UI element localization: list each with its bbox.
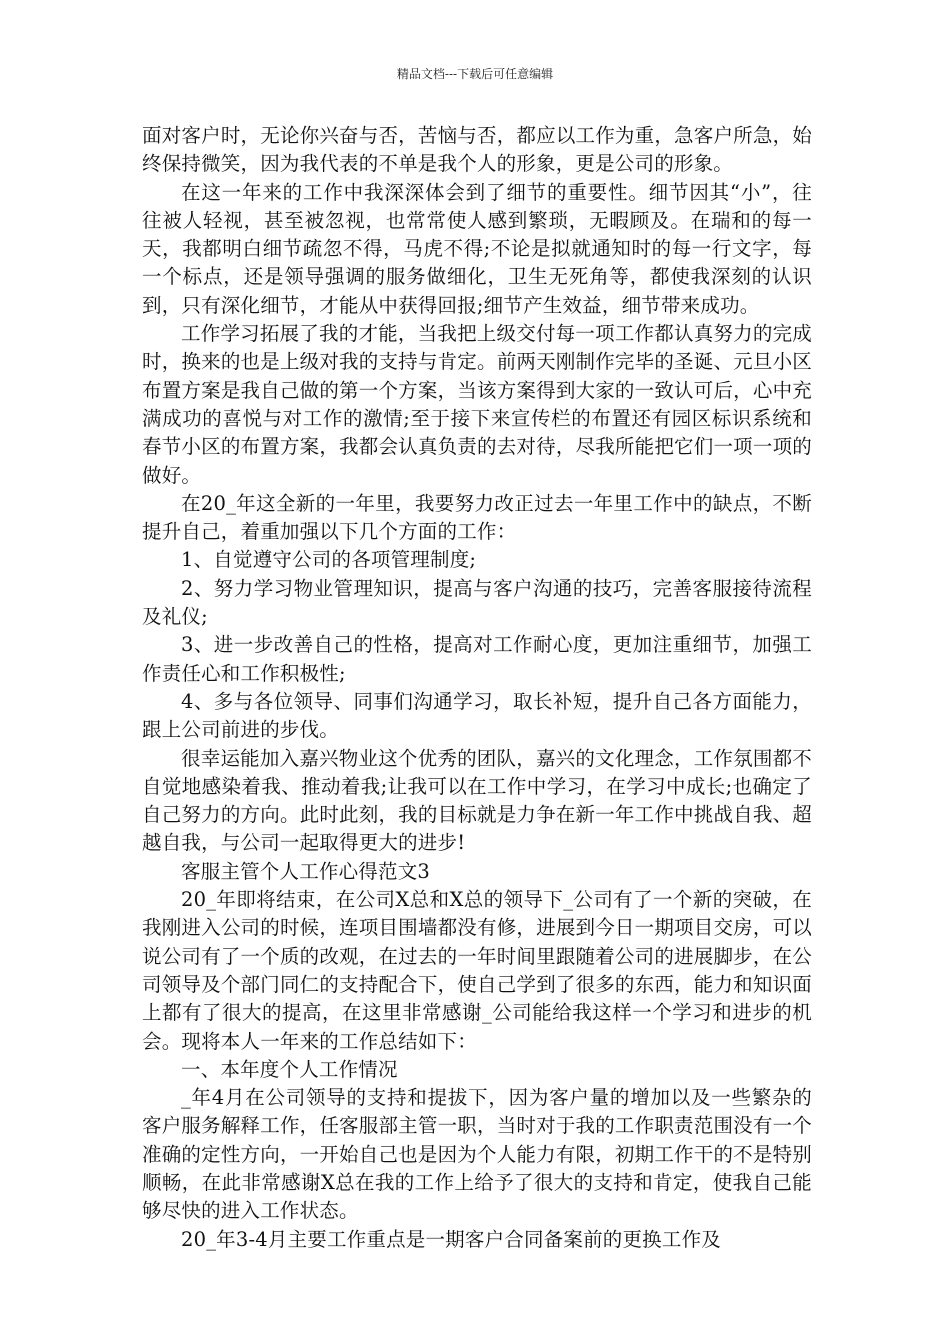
body-paragraph: 20_年即将结束，在公司X总和X总的领导下_公司有了一个新的突破，在我刚进入公司的时候，连项目围墙都没有修，进展到今日一期项目交房，可以说公司有了一个质的改观，在过去的一年时间里跟随着公司的进展脚步，在公司领导及个部门同仁的支持配合下，使自己学到了很多的东西，能力和知识面上都有了很大的提高，在这里非常感谢_公司能给我这样一个学习和进步的机会。现将本人一年来的工作总结如下： — [142, 888, 812, 1053]
body-paragraph: 工作学习拓展了我的才能，当我把上级交付每一项工作都认真努力的完成时，换来的也是上级对我的支持与肯定。前两天刚制作完毕的圣诞、元旦小区布置方案是我自己做的第一个方案，当该方案得到大家的一致认可后，心中充满成功的喜悦与对工作的激情;至于接下来宣传栏的布置还有园区标识系统和春节小区的布置方案，我都会认真负责的去对待，尽我所能把它们一项一项的做好。 — [142, 322, 812, 487]
body-paragraph: 4、多与各位领导、同事们沟通学习，取长补短，提升自己各方面能力，跟上公司前进的步伐。 — [142, 689, 812, 742]
document-body — [142, 122, 812, 1254]
body-paragraph: _年4月在公司领导的支持和提拔下，因为客户量的增加以及一些繁杂的客户服务解释工作，任客服部主管一职，当时对于我的工作职责范围没有一个准确的定性方向，一开始自己也是因为个人能力有限，初期工作干的不是特别顺畅，在此非常感谢X总在我的工作上给予了很大的支持和肯定，使我自己能够尽快的进入工作状态。 — [142, 1086, 812, 1223]
body-paragraph: 2、努力学习物业管理知识，提高与客户沟通的技巧，完善客服接待流程及礼仪; — [142, 576, 812, 629]
body-paragraph: 在这一年来的工作中我深深体会到了细节的重要性。细节因其“小”，往往被人轻视，甚至被忽视，也常常使人感到繁琐，无暇顾及。在瑞和的每一天，我都明白细节疏忽不得，马虎不得;不论是拟就通知时的每一行文字，每一个标点，还是领导强调的服务做细化，卫生无死角等，都使我深刻的认识到，只有深化细节，才能从中获得回报;细节产生效益，细节带来成功。 — [142, 180, 812, 317]
body-paragraph: 面对客户时，无论你兴奋与否，苦恼与否，都应以工作为重，急客户所急，始终保持微笑，因为我代表的不单是我个人的形象，更是公司的形象。 — [142, 124, 812, 176]
body-paragraph: 3、进一步改善自己的性格，提高对工作耐心度，更加注重细节，加强工作责任心和工作积极性; — [142, 633, 812, 685]
body-paragraph: 20_年3-4月主要工作重点是一期客户合同备案前的更换工作及 — [181, 1227, 721, 1251]
body-paragraph: 1、自觉遵守公司的各项管理制度; — [181, 548, 477, 572]
body-paragraph: 在20_年这全新的一年里，我要努力改正过去一年里工作中的缺点，不断提升自己，着重加强以下几个方面的工作： — [142, 491, 812, 544]
page-header-watermark: 精品文档---下载后可任意编辑 — [396, 67, 554, 81]
body-paragraph: 很幸运能加入嘉兴物业这个优秀的团队，嘉兴的文化理念，工作氛围都不自觉地感染着我、推动着我;让我可以在工作中学习，在学习中成长;也确定了自己努力的方向。此时此刻，我的目标就是力争在新一年工作中挑战自我、超越自我，与公司一起取得更大的进步! — [142, 746, 812, 855]
body-paragraph: 一、本年度个人工作情况 — [181, 1057, 398, 1081]
body-paragraph: 客服主管个人工作心得范文3 — [181, 859, 431, 883]
